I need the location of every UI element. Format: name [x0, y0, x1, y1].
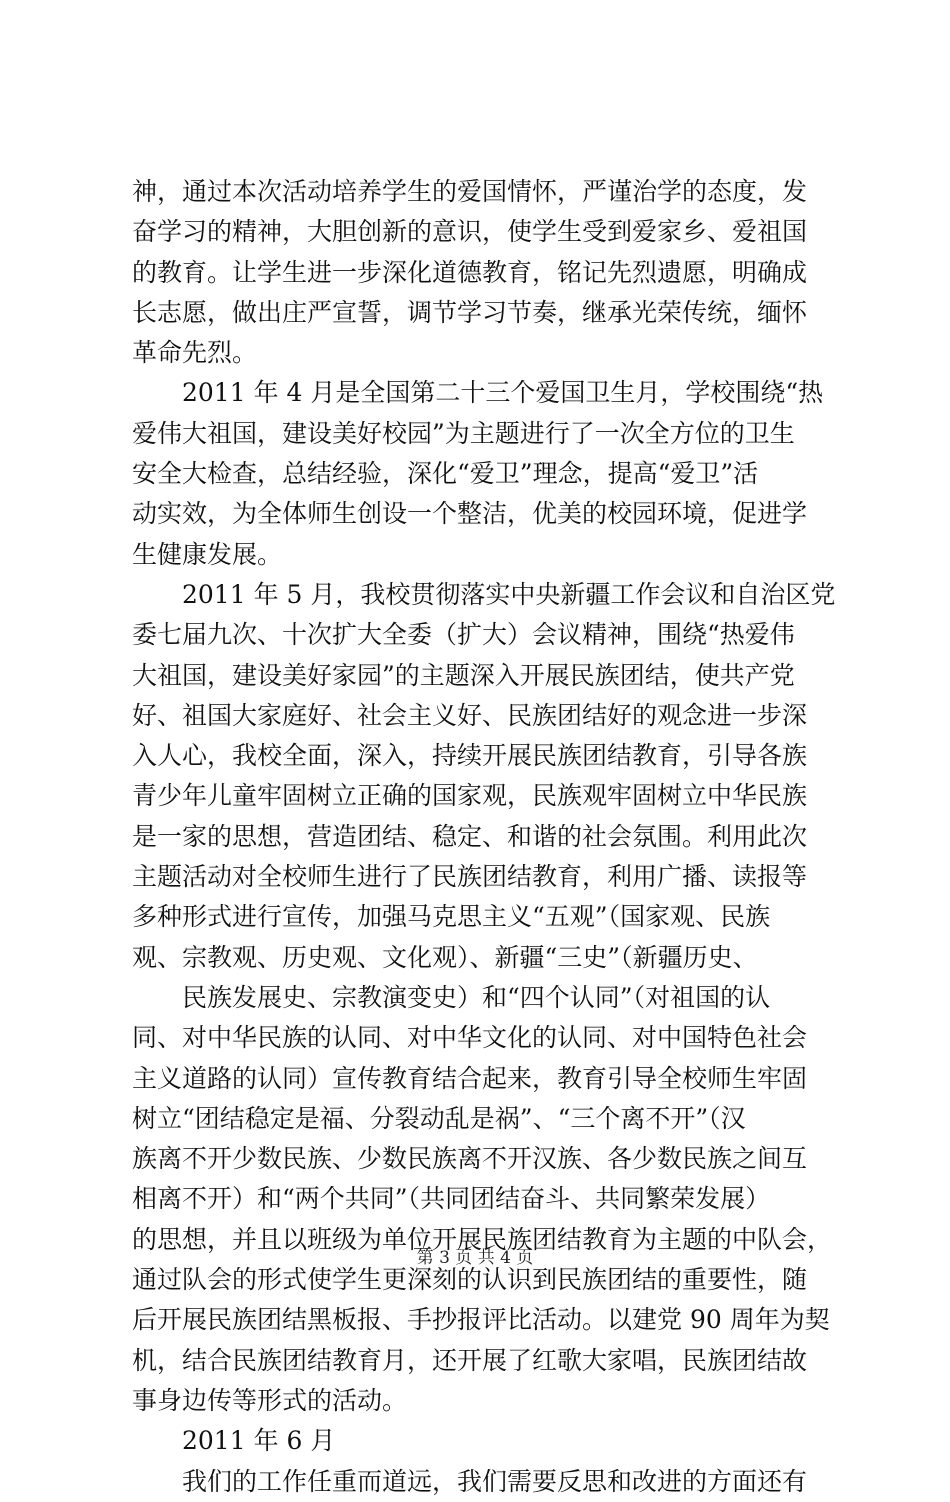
paragraph-start-line: 2011 年 4 月是全国第二十三个爱国卫生月，学校围绕“热	[182, 378, 824, 408]
text-line: 革命先烈。	[132, 338, 258, 368]
text-line: 同、对中华民族的认同、对中华文化的认同、对中国特色社会	[132, 1023, 808, 1053]
text-line: 青少年儿童牢固树立正确的国家观，民族观牢固树立中华民族	[132, 781, 808, 811]
document-body	[132, 172, 838, 1502]
paragraph-start-line: 我们的工作任重而道远，我们需要反思和改进的方面还有	[182, 1466, 808, 1496]
page-footer: 第 3 页 共 4 页	[416, 1248, 534, 1268]
text-line: 长志愿，做出庄严宣誓，调节学习节奏，继承光荣传统，缅怀	[132, 297, 808, 327]
text-line: 是一家的思想，营造团结、稳定、和谐的社会氛围。利用此次	[132, 821, 808, 851]
paragraph-start-line: 民族发展史、宗教演变史）和“四个认同”（对祖国的认	[182, 982, 771, 1012]
text-line: 后开展民族团结黑板报、手抄报评比活动。以建党 90 周年为契	[132, 1305, 830, 1335]
text-line: 委七届九次、十次扩大全委（扩大）会议精神，围绕“热爱伟	[132, 620, 795, 650]
text-line: 奋学习的精神，大胆创新的意识，使学生受到爱家乡、爱祖国	[132, 217, 808, 247]
text-line: 好、祖国大家庭好、社会主义好、民族团结好的观念进一步深	[132, 700, 808, 730]
text-line: 安全大检查，总结经验，深化“爱卫”理念，提高“爱卫”活	[132, 459, 759, 489]
text-line: 大祖国，建设美好家园”的主题深入开展民族团结，使共产党	[132, 660, 795, 690]
text-line: 观、宗教观、历史观、文化观）、新疆“三史”（新疆历史、	[132, 942, 758, 972]
text-line: 的思想，并且以班级为单位开展民族团结教育为主题的中队会，	[132, 1224, 833, 1254]
text-line: 的教育。让学生进一步深化道德教育，铭记先烈遗愿，明确成	[132, 257, 808, 287]
text-line: 爱伟大祖国，建设美好校园”为主题进行了一次全方位的卫生	[132, 418, 795, 448]
text-line: 多种形式进行宣传，加强马克思主义“五观”（国家观、民族	[132, 902, 771, 932]
text-line: 族离不开少数民族、少数民族离不开汉族、各少数民族之间互	[132, 1144, 808, 1174]
text-line: 主义道路的认同）宣传教育结合起来，教育引导全校师生牢固	[132, 1063, 808, 1093]
text-line: 动实效，为全体师生创设一个整洁，优美的校园环境，促进学	[132, 499, 808, 529]
text-line: 神，通过本次活动培养学生的爱国情怀，严谨治学的态度，发	[132, 177, 808, 206]
text-line: 机，结合民族团结教育月，还开展了红歌大家唱，民族团结故	[132, 1345, 808, 1375]
date-line: 2011 年 6 月	[182, 1426, 336, 1456]
text-line: 主题活动对全校师生进行了民族团结教育，利用广播、读报等	[132, 862, 808, 892]
text-line: 通过队会的形式使学生更深刻的认识到民族团结的重要性，随	[132, 1265, 808, 1295]
text-line: 入人心，我校全面，深入，持续开展民族团结教育，引导各族	[132, 741, 808, 771]
paragraph-start-line: 2011 年 5 月，我校贯彻落实中央新疆工作会议和自治区党	[182, 579, 836, 609]
text-line: 相离不开）和“两个共同”（共同团结奋斗、共同繁荣发展）	[132, 1184, 771, 1214]
text-line: 树立“团结稳定是福、分裂动乱是祸”、“三个离不开”（汉	[132, 1103, 746, 1133]
text-line: 事身边传等形式的活动。	[132, 1385, 408, 1415]
text-line: 生健康发展。	[132, 539, 283, 569]
